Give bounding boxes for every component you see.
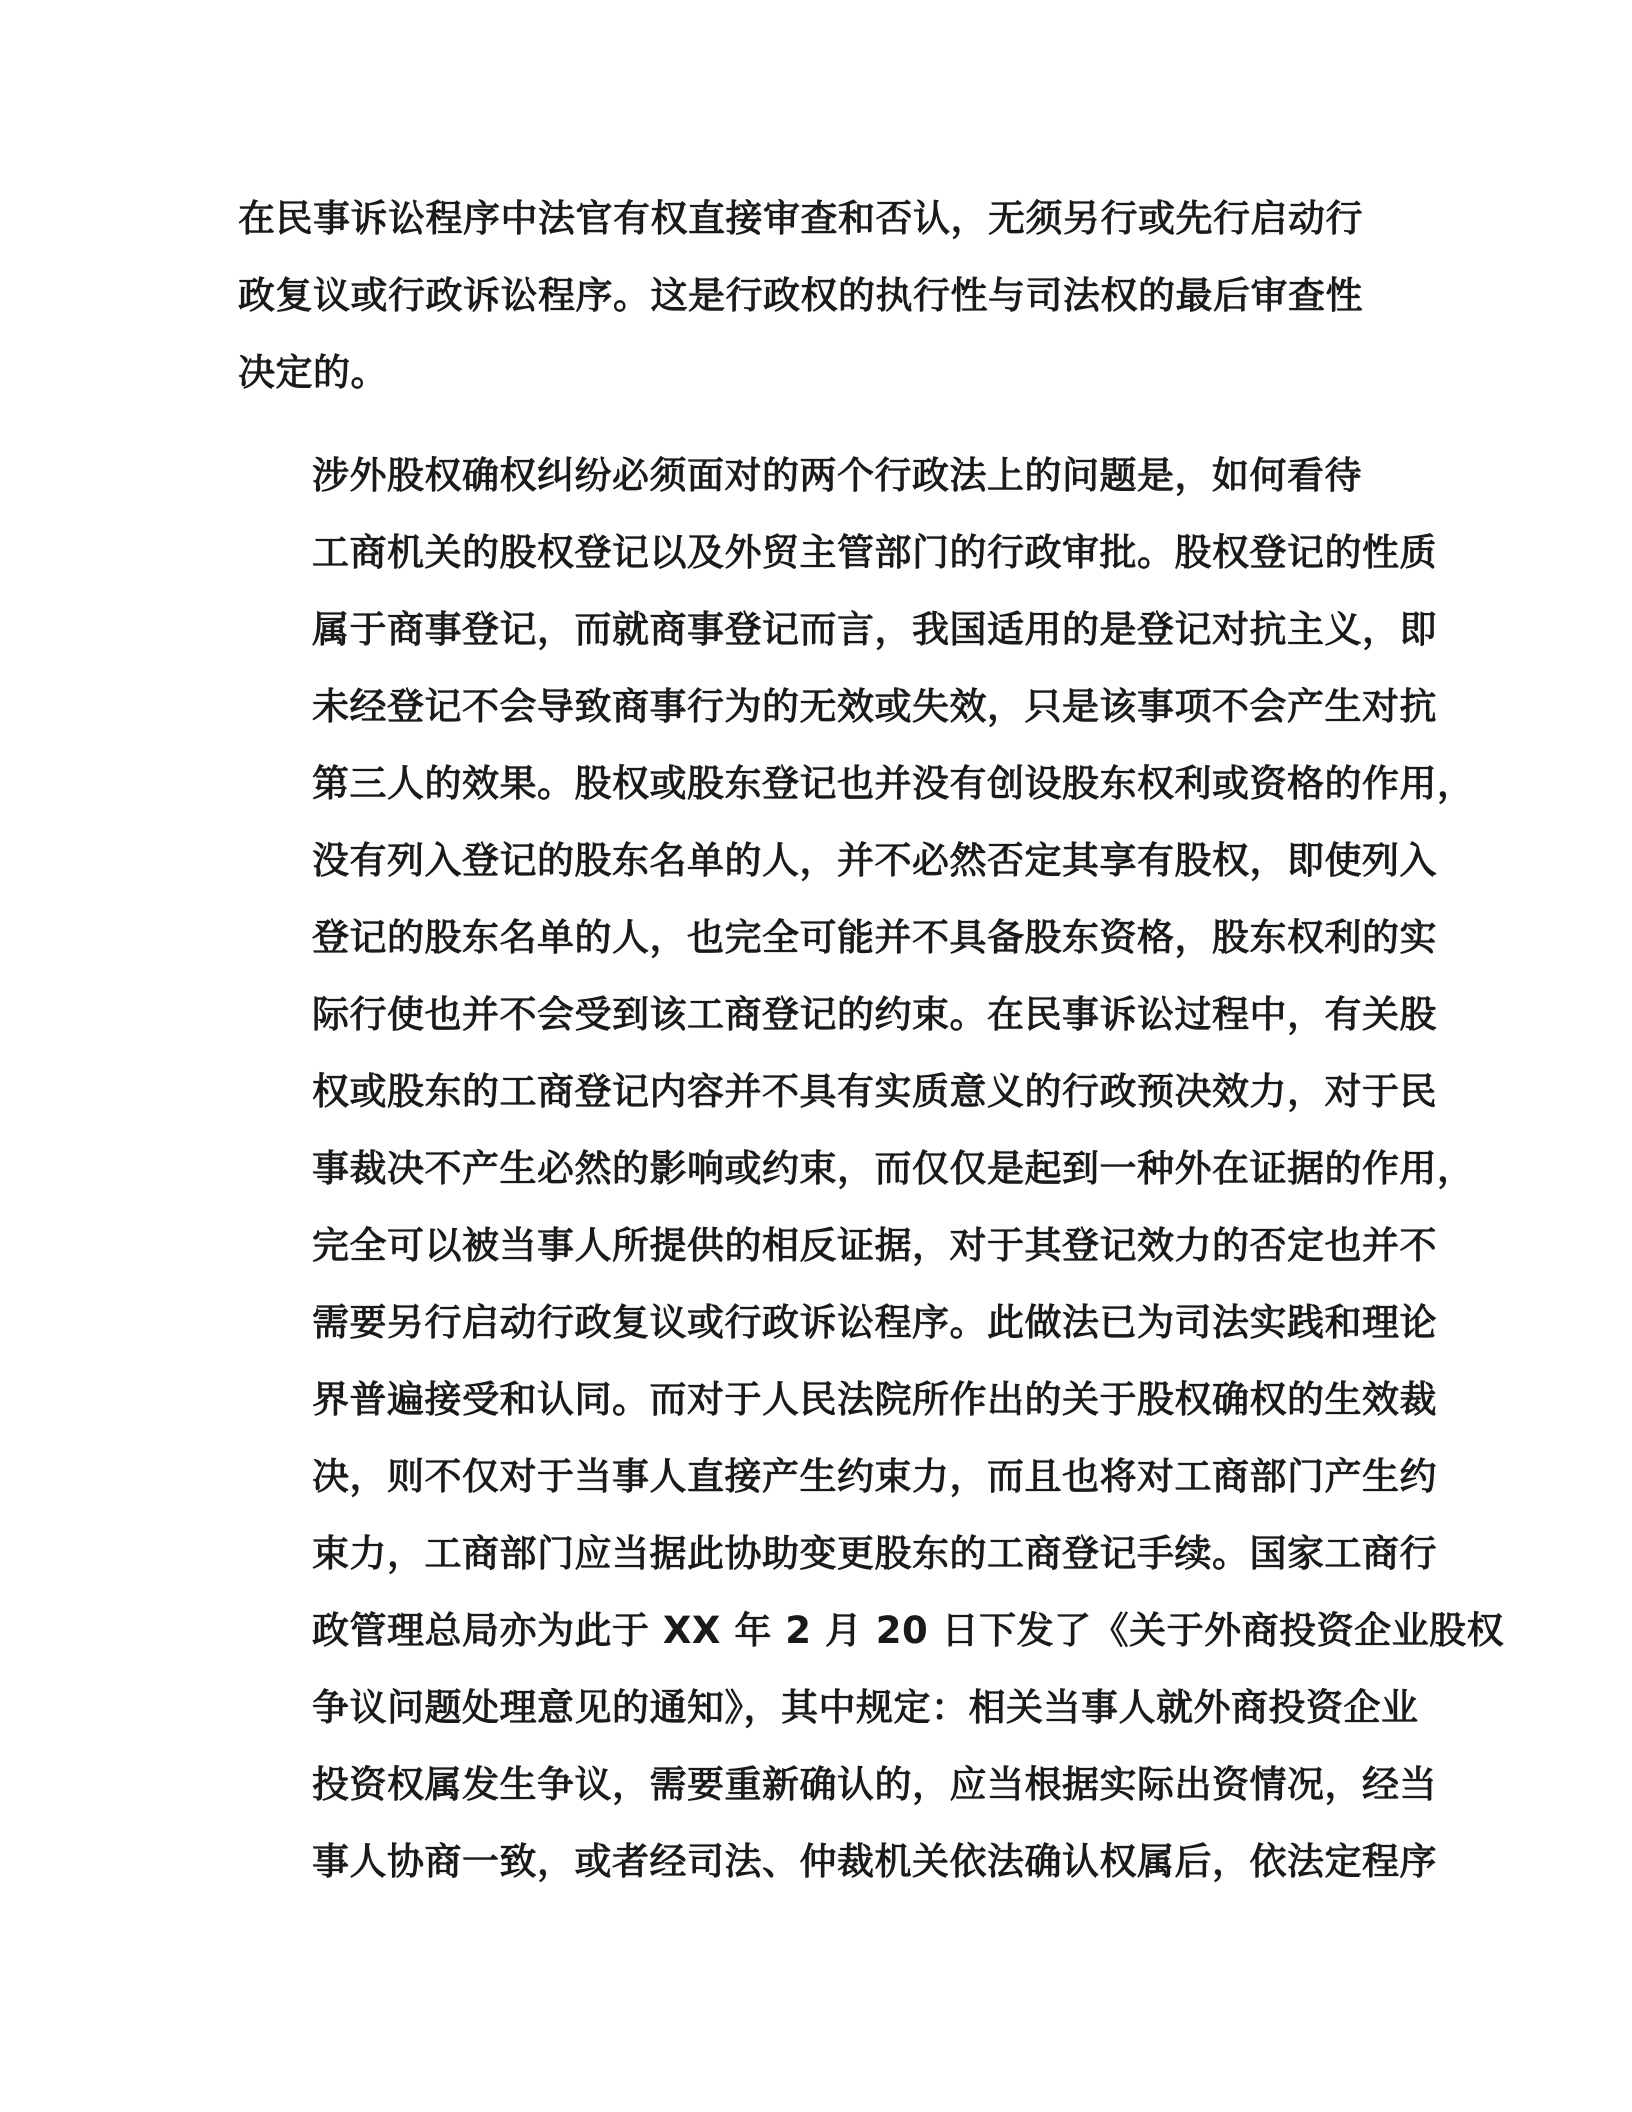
text-line: 事人协商一致，或者经司法、仲裁机关依法确认权属后，依法定程序 (312, 1840, 1437, 1883)
text-line: 束力，工商部门应当据此协助变更股东的工商登记手续。国家工商行 (312, 1532, 1437, 1575)
text-line: 登记的股东名单的人，也完全可能并不具备股东资格，股东权利的实 (312, 916, 1437, 959)
text-line: 工商机关的股权登记以及外贸主管部门的行政审批。股权登记的性质 (312, 531, 1437, 574)
text-line: 没有列入登记的股东名单的人，并不必然否定其享有股权，即使列入 (312, 839, 1437, 882)
paragraph-1 (238, 180, 1388, 411)
text-line: 界普遍接受和认同。而对于人民法院所作出的关于股权确权的生效裁 (312, 1378, 1437, 1421)
text-line: 决定的。 (238, 351, 388, 394)
text-line: 际行使也并不会受到该工商登记的约束。在民事诉讼过程中，有关股 (312, 993, 1437, 1036)
text-line: 涉外股权确权纠纷必须面对的两个行政法上的问题是，如何看待 (312, 454, 1362, 497)
text-line: 事裁决不产生必然的影响或约束，而仅仅是起到一种外在证据的作用， (312, 1147, 1475, 1190)
text-line: 未经登记不会导致商事行为的无效或失效，只是该事项不会产生对抗 (312, 685, 1437, 728)
text-line: 需要另行启动行政复议或行政诉讼程序。此做法已为司法实践和理论 (312, 1301, 1437, 1344)
text-line: 属于商事登记，而就商事登记而言，我国适用的是登记对抗主义，即 (312, 608, 1437, 651)
text-line: 争议问题处理意见的通知》，其中规定：相关当事人就外商投资企业 (312, 1686, 1419, 1729)
text-line: 决，则不仅对于当事人直接产生约束力，而且也将对工商部门产生约 (312, 1455, 1437, 1498)
text-line: 完全可以被当事人所提供的相反证据，对于其登记效力的否定也并不 (312, 1224, 1437, 1267)
text-line: 投资权属发生争议，需要重新确认的，应当根据实际出资情况，经当 (312, 1763, 1437, 1806)
text-line: 权或股东的工商登记内容并不具有实质意义的行政预决效力，对于民 (312, 1070, 1437, 1113)
text-line: 政复议或行政诉讼程序。这是行政权的执行性与司法权的最后审查性 (238, 274, 1363, 317)
text-line: 政管理总局亦为此于 XX 年 2 月 20 日下发了《关于外商投资企业股权 (312, 1609, 1505, 1652)
text-line: 在民事诉讼程序中法官有权直接审查和否认，无须另行或先行启动行 (238, 197, 1363, 240)
paragraph-2 (238, 437, 1505, 1900)
text-line: 第三人的效果。股权或股东登记也并没有创设股东权利或资格的作用， (312, 762, 1475, 805)
